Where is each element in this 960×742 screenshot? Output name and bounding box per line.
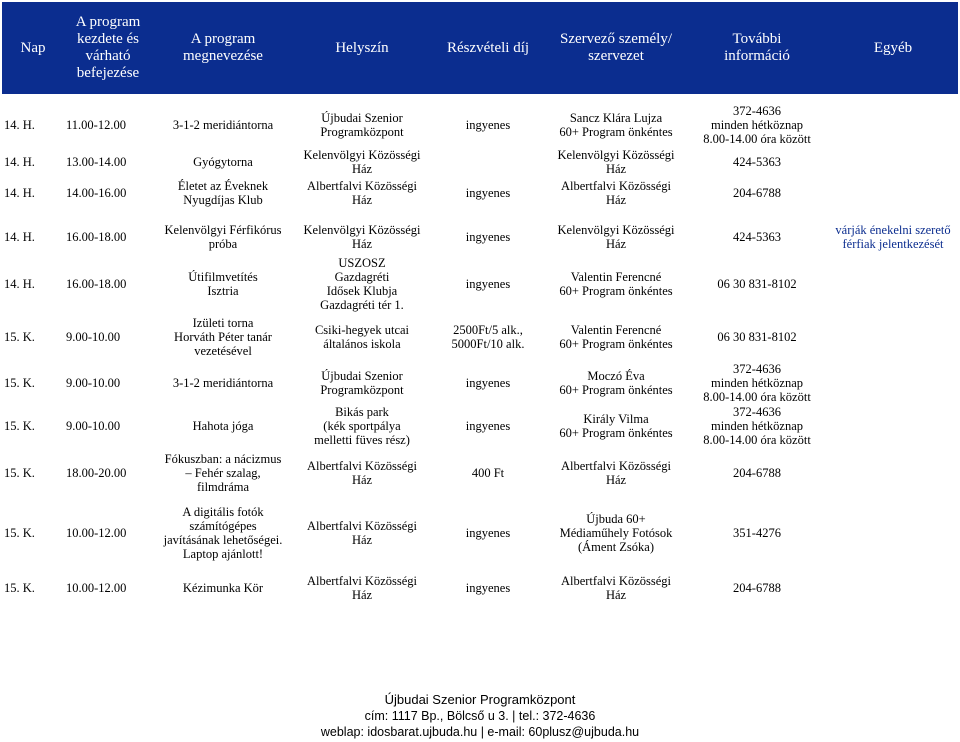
header-place: Helyszín [294, 2, 430, 94]
header-line: szervezet [588, 48, 644, 64]
cell-info [686, 176, 828, 210]
cell-line: minden hétköznap [711, 118, 803, 132]
cell-line: Kelenvölgyi Férfikórus [164, 223, 282, 237]
cell-other [828, 568, 958, 608]
cell-line: ingyenes [465, 186, 511, 200]
cell-day: 15. K. [4, 526, 35, 540]
cell-line: Ház [351, 193, 373, 207]
header-row [2, 2, 958, 94]
cell-line: Nyugdíjas Klub [183, 193, 263, 207]
table-row [2, 148, 958, 176]
cell-line: 351-4276 [733, 526, 781, 540]
cell-line: várják énekelni szerető [835, 223, 951, 237]
cell-other [828, 218, 958, 256]
header-info [686, 2, 828, 94]
cell-program [152, 218, 294, 256]
cell-program [152, 568, 294, 608]
cell-line: Albertfalvi Közösségi [560, 179, 672, 193]
cell-info [686, 148, 828, 176]
cell-time: 16.00-18.00 [66, 277, 127, 291]
cell-line: férfiak jelentkezését [842, 237, 944, 251]
table-row [2, 176, 958, 210]
cell-line: Izületi torna [192, 316, 254, 330]
header-line: További [732, 31, 782, 47]
cell-line: 5000Ft/10 alk. [451, 337, 525, 351]
cell-line: Ház [351, 533, 373, 547]
cell-fee [430, 448, 546, 498]
header-organizer [546, 2, 686, 94]
cell-line: Horváth Péter tanár [174, 330, 272, 344]
cell-info [686, 256, 828, 312]
cell-fee [430, 218, 546, 256]
cell-organizer [546, 404, 686, 448]
cell-line: 8.00-14.00 óra között [703, 132, 811, 146]
cell-day: 14. H. [4, 118, 35, 132]
cell-line: melletti füves rész) [314, 433, 410, 447]
cell-line: Újbudai Szenior [321, 111, 403, 125]
cell-time: 10.00-12.00 [66, 581, 127, 595]
cell-other [828, 502, 958, 564]
cell-other [828, 362, 958, 404]
footer-organization: Újbudai Szenior Programközpont [384, 692, 576, 707]
header-line: A program [190, 31, 256, 47]
header-time [64, 2, 152, 94]
cell-line: Moczó Éva [587, 369, 645, 383]
cell-fee [430, 256, 546, 312]
cell-program [152, 102, 294, 148]
cell-program [152, 148, 294, 176]
header-line: kezdete és [76, 31, 140, 47]
cell-line: Ház [605, 162, 627, 176]
cell-info [686, 102, 828, 148]
cell-day: 14. H. [4, 230, 35, 244]
table-row [2, 218, 958, 256]
cell-day: 14. H. [4, 277, 35, 291]
header-fee: Részvételi díj [430, 2, 546, 94]
cell-info [686, 448, 828, 498]
cell-other [828, 312, 958, 362]
cell-time: 9.00-10.00 [66, 330, 121, 344]
cell-other [828, 176, 958, 210]
cell-line: ingyenes [465, 581, 511, 595]
cell-place [294, 404, 430, 448]
cell-line: minden hétköznap [711, 419, 803, 433]
header-line: megnevezése [183, 48, 263, 64]
cell-time: 9.00-10.00 [66, 376, 121, 390]
cell-line: Programközpont [320, 383, 404, 397]
cell-line: Valentin Ferencné [570, 270, 662, 284]
cell-line: Sancz Klára Lujza [569, 111, 663, 125]
cell-line: számítógépes [189, 519, 257, 533]
cell-info [686, 568, 828, 608]
cell-info [686, 312, 828, 362]
cell-program [152, 502, 294, 564]
cell-line: – Fehér szalag, [185, 466, 261, 480]
footer-contact: weblap: idosbarat.ujbuda.hu | e-mail: 60plusz@ujbuda.hu [320, 725, 640, 739]
cell-other [828, 102, 958, 148]
cell-line: 8.00-14.00 óra között [703, 433, 811, 447]
cell-time: 11.00-12.00 [66, 118, 126, 132]
cell-line: Hahota jóga [192, 419, 254, 433]
table-row [2, 102, 958, 148]
cell-line: 204-6788 [733, 466, 781, 480]
cell-organizer [546, 176, 686, 210]
cell-line: 06 30 831-8102 [717, 330, 797, 344]
cell-line: (kék sportpálya [323, 419, 401, 433]
cell-line: ingyenes [465, 376, 511, 390]
cell-program [152, 312, 294, 362]
cell-place [294, 312, 430, 362]
cell-line: Kelenvölgyi Közösségi [557, 223, 675, 237]
cell-line: Idősek Klubja [326, 284, 398, 298]
cell-line: minden hétköznap [711, 376, 803, 390]
cell-organizer [546, 218, 686, 256]
cell-fee [430, 502, 546, 564]
cell-line: A digitális fotók [182, 505, 264, 519]
cell-day: 15. K. [4, 581, 35, 595]
header-line: A program [75, 14, 141, 30]
cell-line: ingyenes [465, 230, 511, 244]
table-row [2, 502, 958, 564]
cell-fee [430, 404, 546, 448]
header-program [152, 2, 294, 94]
cell-line: Életet az Éveknek [177, 179, 269, 193]
cell-line: 2500Ft/5 alk., [453, 323, 523, 337]
cell-line: Újbuda 60+ [586, 512, 646, 526]
cell-line: Bikás park [335, 405, 389, 419]
cell-line: Albertfalvi Közösségi [306, 519, 418, 533]
cell-line: Ház [351, 162, 373, 176]
cell-line: Ház [351, 588, 373, 602]
cell-place [294, 568, 430, 608]
cell-fee [430, 362, 546, 404]
cell-line: Csiki-hegyek utcai [314, 323, 410, 337]
cell-info [686, 404, 828, 448]
cell-line: általános iskola [323, 337, 401, 351]
cell-time: 16.00-18.00 [66, 230, 127, 244]
program-schedule-table [2, 2, 958, 608]
cell-day: 15. K. [4, 376, 35, 390]
cell-time: 13.00-14.00 [66, 155, 127, 169]
cell-organizer [546, 312, 686, 362]
cell-fee [430, 568, 546, 608]
cell-program [152, 256, 294, 312]
cell-line: 3-1-2 meridiántorna [172, 118, 274, 132]
cell-line: 8.00-14.00 óra között [703, 390, 811, 404]
cell-line: 204-6788 [733, 581, 781, 595]
cell-line: Albertfalvi Közösségi [306, 179, 418, 193]
cell-organizer [546, 502, 686, 564]
cell-time: 9.00-10.00 [66, 419, 121, 433]
cell-line: Albertfalvi Közösségi [560, 459, 672, 473]
cell-organizer [546, 568, 686, 608]
cell-line: Ház [351, 473, 373, 487]
cell-line: 60+ Program önkéntes [559, 383, 673, 397]
cell-line: Útifilmvetítés [188, 270, 258, 284]
cell-program [152, 176, 294, 210]
cell-line: 60+ Program önkéntes [559, 426, 673, 440]
cell-place [294, 502, 430, 564]
cell-line: Gazdagréti [334, 270, 390, 284]
cell-line: 400 Ft [471, 466, 505, 480]
cell-line: próba [208, 237, 238, 251]
cell-line: Laptop ajánlott! [182, 547, 264, 561]
cell-line: javításának lehetőségei. [163, 533, 283, 547]
cell-program [152, 404, 294, 448]
cell-place [294, 102, 430, 148]
cell-line: Programközpont [320, 125, 404, 139]
header-line: információ [724, 48, 790, 64]
cell-program [152, 448, 294, 498]
cell-line: Ház [605, 473, 627, 487]
table-row [2, 362, 958, 404]
cell-other [828, 448, 958, 498]
cell-line: Albertfalvi Közösségi [306, 459, 418, 473]
cell-place [294, 448, 430, 498]
cell-line: Ház [605, 588, 627, 602]
cell-fee [430, 176, 546, 210]
table-row [2, 568, 958, 608]
cell-line: 60+ Program önkéntes [559, 284, 673, 298]
cell-line: 372-4636 [733, 104, 781, 118]
cell-organizer [546, 256, 686, 312]
cell-line: Fókuszban: a nácizmus [164, 452, 282, 466]
cell-time: 18.00-20.00 [66, 466, 127, 480]
cell-line: USZOSZ [338, 256, 386, 270]
cell-organizer [546, 448, 686, 498]
cell-line: Ház [351, 237, 373, 251]
cell-line: 204-6788 [733, 186, 781, 200]
cell-info [686, 218, 828, 256]
cell-line: 424-5363 [733, 155, 781, 169]
cell-line: Kézimunka Kör [182, 581, 264, 595]
cell-line: Médiaműhely Fotósok [559, 526, 673, 540]
cell-line: Gyógytorna [193, 155, 253, 169]
cell-organizer [546, 362, 686, 404]
header-line: várható [85, 48, 131, 64]
cell-line: 424-5363 [733, 230, 781, 244]
cell-line: Gazdagréti tér 1. [320, 298, 404, 312]
footer-address: cím: 1117 Bp., Bölcső u 3. | tel.: 372-4636 [364, 709, 596, 723]
cell-place [294, 218, 430, 256]
cell-organizer [546, 148, 686, 176]
cell-line: Albertfalvi Közösségi [560, 574, 672, 588]
cell-line: 372-4636 [733, 405, 781, 419]
cell-fee [430, 312, 546, 362]
cell-line: 3-1-2 meridiántorna [172, 376, 274, 390]
cell-line: Kelenvölgyi Közösségi [303, 148, 421, 162]
cell-place [294, 362, 430, 404]
cell-day: 15. K. [4, 466, 35, 480]
cell-line: (Áment Zsóka) [577, 540, 655, 554]
cell-line: ingyenes [465, 118, 511, 132]
cell-line: Ház [605, 193, 627, 207]
cell-line: Valentin Ferencné [570, 323, 662, 337]
cell-day: 15. K. [4, 419, 35, 433]
cell-fee [430, 148, 546, 176]
cell-day: 14. H. [4, 186, 35, 200]
header-line: befejezése [76, 65, 140, 81]
cell-line: 372-4636 [733, 362, 781, 376]
cell-info [686, 362, 828, 404]
cell-time: 14.00-16.00 [66, 186, 127, 200]
cell-line: 06 30 831-8102 [717, 277, 797, 291]
cell-other [828, 404, 958, 448]
table-row [2, 256, 958, 312]
cell-line: Kelenvölgyi Közösségi [303, 223, 421, 237]
cell-line: 60+ Program önkéntes [559, 125, 673, 139]
cell-time: 10.00-12.00 [66, 526, 127, 540]
cell-line: ingyenes [465, 526, 511, 540]
header-day: Nap [2, 2, 64, 94]
cell-other [828, 148, 958, 176]
table-row [2, 312, 958, 362]
cell-line: 60+ Program önkéntes [559, 337, 673, 351]
cell-line: filmdráma [196, 480, 250, 494]
cell-program [152, 362, 294, 404]
header-other: Egyéb [828, 2, 958, 94]
cell-line: ingyenes [465, 277, 511, 291]
cell-place [294, 148, 430, 176]
cell-line: Király Vilma [583, 412, 649, 426]
cell-place [294, 256, 430, 312]
table-row [2, 448, 958, 498]
cell-line: Kelenvölgyi Közösségi [557, 148, 675, 162]
table-row [2, 404, 958, 448]
header-line: Szervező személy/ [559, 31, 673, 47]
cell-fee [430, 102, 546, 148]
cell-organizer [546, 102, 686, 148]
cell-line: Ház [605, 237, 627, 251]
cell-info [686, 502, 828, 564]
cell-line: vezetésével [194, 344, 252, 358]
cell-day: 14. H. [4, 155, 35, 169]
cell-day: 15. K. [4, 330, 35, 344]
cell-place [294, 176, 430, 210]
cell-line: ingyenes [465, 419, 511, 433]
cell-other [828, 256, 958, 312]
cell-line: Isztria [207, 284, 239, 298]
row-gap [2, 210, 958, 218]
cell-line: Albertfalvi Közösségi [306, 574, 418, 588]
cell-line: Újbudai Szenior [321, 369, 403, 383]
header-gap [2, 94, 958, 102]
